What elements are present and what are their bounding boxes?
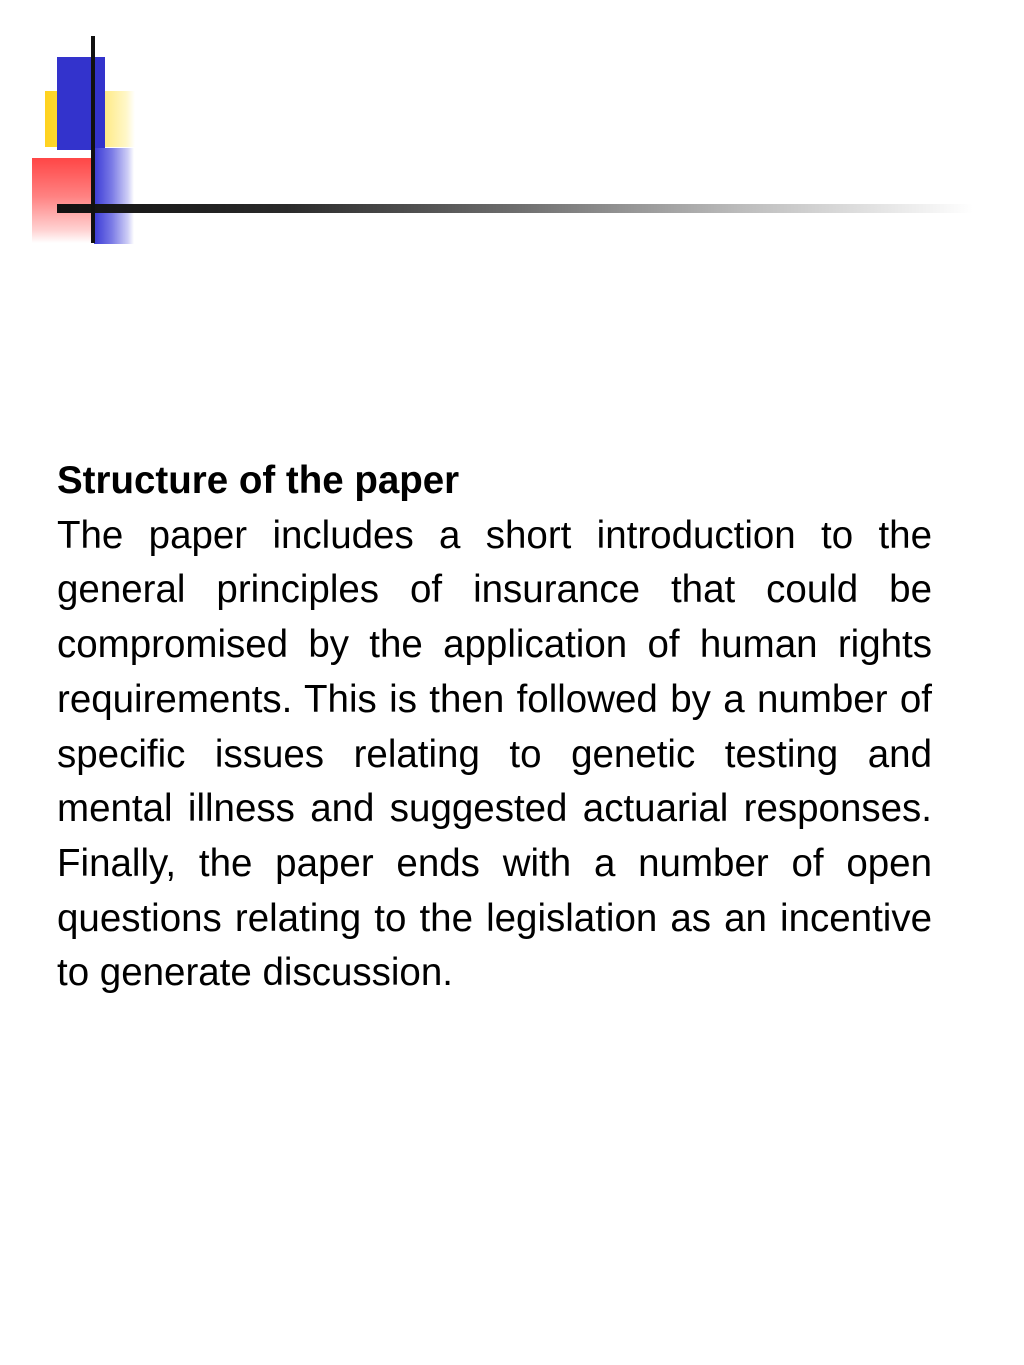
decorative-vertical-rule [91, 36, 95, 243]
decorative-blue-block [57, 57, 105, 150]
slide-heading: Structure of the paper [57, 459, 460, 502]
slide-body-text: The paper includes a short introduction to the general principles of insurance that could be compromised by the application of human rights requirements. This is then followed by a number of specific issues relating to genetic testing and mental illness and suggested actuarial responses. Finally, the paper ends with a number of open questions relating to the legislation as an incentive to generate discussion. [57, 513, 932, 995]
slide-content [57, 454, 932, 1001]
decorative-blue-fade-block [94, 148, 134, 244]
decorative-horizontal-rule [57, 204, 973, 213]
